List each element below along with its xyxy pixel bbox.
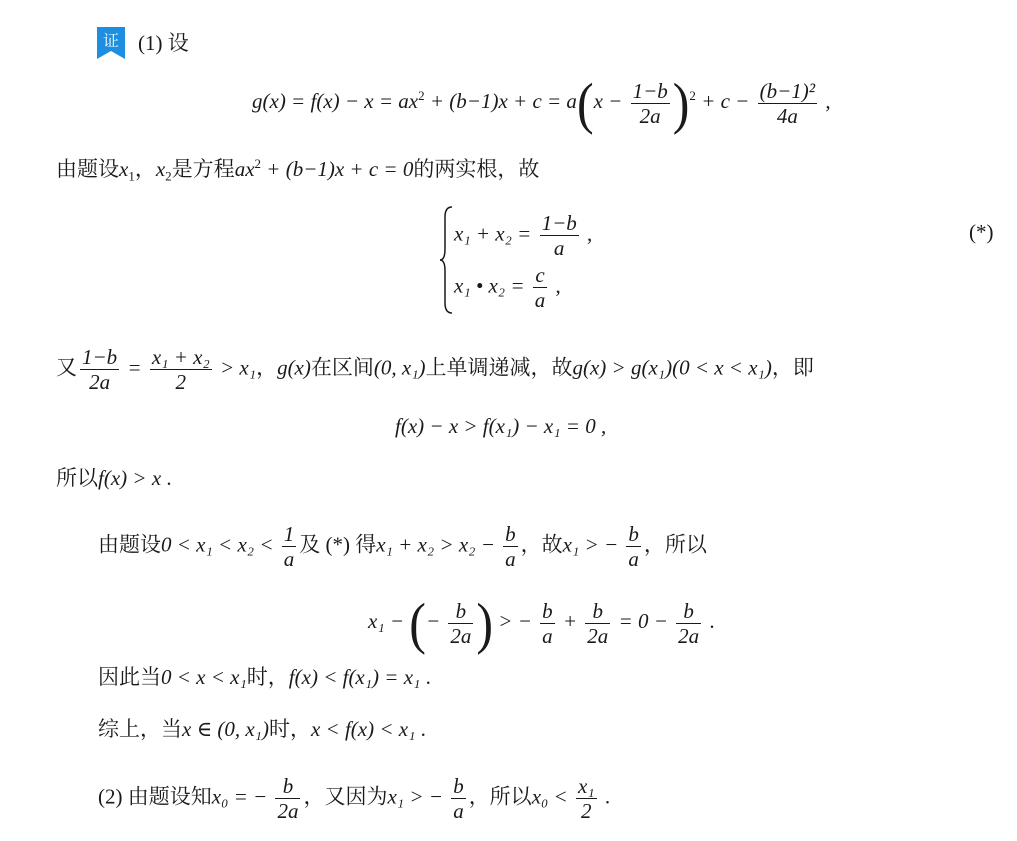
proof-badge (97, 27, 125, 59)
equation-g: $g(x) = f(x) - x = ax^2 + (b-1)x + c = a(x$ − $\frac{1-b}{2a}$ )$^2$ + c − $\frac{\text{(b−1)²}}{4a}$ , (252, 70, 831, 136)
bound-statement: 由题设0 < x₁ < x₂ < $\frac{1}{a}$ 及 (*) 得x₁ + x₂ > x₂ − $\frac{b}{a}$ ，故x₁ > − $\frac{b}{a}$ ，所以 (98, 522, 707, 571)
part1-heading: (1) 设 (138, 31, 189, 55)
summary-line: 综上，当x ∈ (0, x₁)时，x < f(x) < x₁ . (98, 717, 426, 741)
badge-label: 证 (102, 31, 120, 50)
part2-statement: (2) 由题设知x₀ = − $\frac{b}{2a}$ ，又因为x₁ > − $\frac{b}{a}$ ，所以x₀ < $\frac{\text{x₁}}{2}$ . (98, 774, 611, 823)
fraction: $\frac{\text{(b−1)²}}{4a}$ (759, 78, 816, 128)
conclusion-fx-gt-x: 所以f(x) > x . (56, 466, 172, 490)
equation-tag: (*) (969, 220, 994, 244)
difference-equation: x₁ − (− $\frac{b}{2a}$ ) > − $\frac{b}{a}$ + $\frac{b}{2a}$ = 0 − $\frac{b}{2a}$ . (368, 590, 715, 656)
roots-statement: 由题设$x_1$，$x_2$是方程$ax^2 + (b-1)x + c = 0$的两实根，故 (56, 156, 540, 184)
fraction: $\frac{1-b}{2a}$ (632, 78, 668, 128)
monotonic-statement: 又 $\frac{1-b}{2a}$ = $\frac{\text{x₁ + x₂}}{2}$ > x₁，g(x)在区间(0, x₁)上单调递减，故g(x) > g(x₁)(0 < x < x₁)，即 (56, 345, 814, 394)
system-row-sum: x₁ + x₂ = $\frac{1-b}{a}$ , (454, 211, 593, 260)
inequality-line: f(x) − x > f(x₁) − x₁ = 0 , (395, 414, 607, 438)
system-row-product: x₁ • x₂ = $\frac{c}{a}$ , (454, 263, 561, 312)
left-brace (440, 205, 454, 315)
therefore-line: 因此当0 < x < x₁时，f(x) < f(x₁) = x₁ . (98, 665, 431, 689)
